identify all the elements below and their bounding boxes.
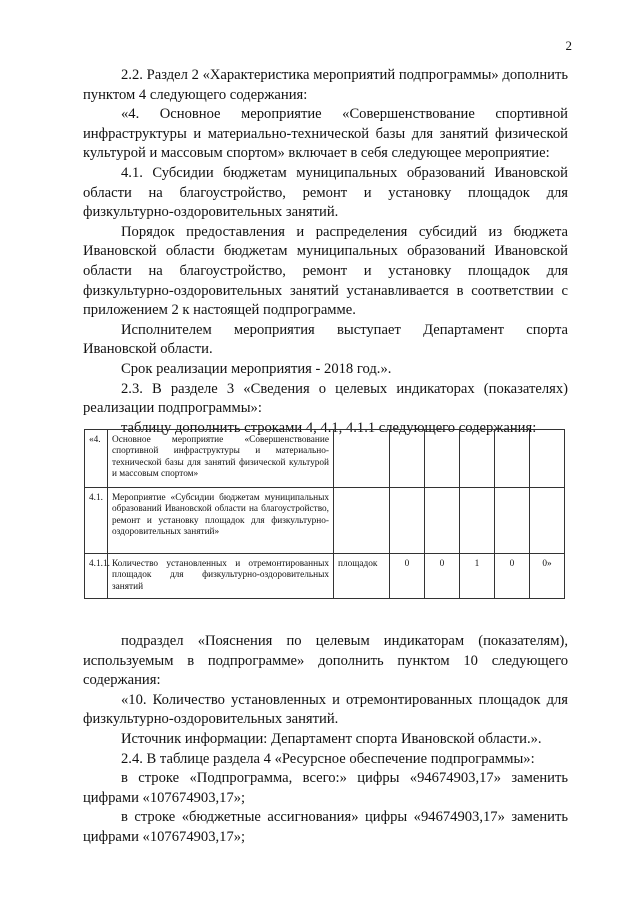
- top-text-block: [83, 66, 568, 438]
- row-value: [495, 488, 530, 554]
- row-name: Мероприятие «Субсидии бюджетам муниципальных образований Ивановской области на благоустройство, ремонт и установку площадок для физкультурно-оздоровительных занятий»: [108, 488, 334, 554]
- row-value: [530, 488, 565, 554]
- paragraph-subprogram-total: в строке «Подпрограмма, всего:» цифры «94674903,17» заменить цифрами «107674903,17»;: [83, 770, 568, 806]
- row-number: 4.1.: [85, 488, 108, 554]
- bottom-text-block: [83, 632, 568, 848]
- row-value: 0: [390, 554, 425, 599]
- paragraph-procedure: Порядок предоставления и распределения субсидий из бюджета Ивановской области бюджетам муниципальных образований Ивановской области на благоустройство, ремонт и установку площадок для физкультурно-оздоровительных занятий устанавливается в соответствии с приложением 2 к настоящей подпрограмме.: [83, 223, 568, 319]
- row-value: [530, 430, 565, 488]
- paragraph-explanations: подраздел «Пояснения по целевым индикаторам (показателям), используемым в подпрограмме» дополнить пунктом 10 следующего содержания:: [83, 633, 568, 689]
- row-value: 0: [425, 554, 460, 599]
- row-value: [460, 430, 495, 488]
- row-name: Основное мероприятие «Совершенствование спортивной инфраструктуры и материально-технической базы для занятий физической культурой и массовым спортом»: [108, 430, 334, 488]
- row-unit: [334, 430, 390, 488]
- paragraph-table-intro: таблицу дополнить строками 4, 4.1, 4.1.1 следующего содержания:: [121, 419, 537, 436]
- row-number: 4.1.1.: [85, 554, 108, 599]
- row-value: [425, 430, 460, 488]
- row-name: Количество установленных и отремонтированных площадок для физкультурно-оздоровительных занятий: [108, 554, 334, 599]
- page-number: 2: [565, 38, 572, 53]
- paragraph-source: Источник информации: Департамент спорта Ивановской области.».: [121, 730, 542, 747]
- row-value: [390, 488, 425, 554]
- paragraph-executor: Исполнителем мероприятия выступает Департамент спорта Ивановской области.: [83, 321, 568, 358]
- paragraph-item-4: «4. Основное мероприятие «Совершенствование спортивной инфраструктуры и материально-технической базы для занятий физической культурой и массовым спортом» включает в себя следующее мероприятие:: [83, 106, 568, 162]
- paragraph-2-3: 2.3. В разделе 3 «Сведения о целевых индикаторах (показателях) реализации подпрограммы»:: [83, 380, 568, 417]
- row-unit: [334, 488, 390, 554]
- row-value: [460, 488, 495, 554]
- table-row: [85, 554, 565, 599]
- row-value: [495, 430, 530, 488]
- row-unit: площадок: [334, 554, 390, 599]
- paragraph-budget-allocations: в строке «бюджетные ассигнования» цифры «94674903,17» заменить цифрами «107674903,17»;: [83, 809, 568, 845]
- paragraph-2-4: 2.4. В таблице раздела 4 «Ресурсное обеспечение подпрограммы»:: [121, 750, 535, 767]
- paragraph-item-4-1: 4.1. Субсидии бюджетам муниципальных образований Ивановской области на благоустройство, ремонт и установку площадок для физкультурно-оздоровительных занятий.: [83, 164, 568, 221]
- paragraph-term: Срок реализации мероприятия - 2018 год.».: [121, 360, 392, 377]
- row-value: 0»: [530, 554, 565, 599]
- row-value: 1: [460, 554, 495, 599]
- paragraph-2-2: 2.2. Раздел 2 «Характеристика мероприятий подпрограммы» дополнить пунктом 4 следующего содержания:: [83, 67, 568, 103]
- row-value: [425, 488, 460, 554]
- indicators-table: [84, 429, 565, 599]
- table-row: [85, 488, 565, 554]
- paragraph-item-10: «10. Количество установленных и отремонтированных площадок для физкультурно-оздоровительных занятий.: [83, 691, 568, 728]
- row-number: «4.: [85, 430, 108, 488]
- table-row: [85, 430, 565, 488]
- row-value: 0: [495, 554, 530, 599]
- row-value: [390, 430, 425, 488]
